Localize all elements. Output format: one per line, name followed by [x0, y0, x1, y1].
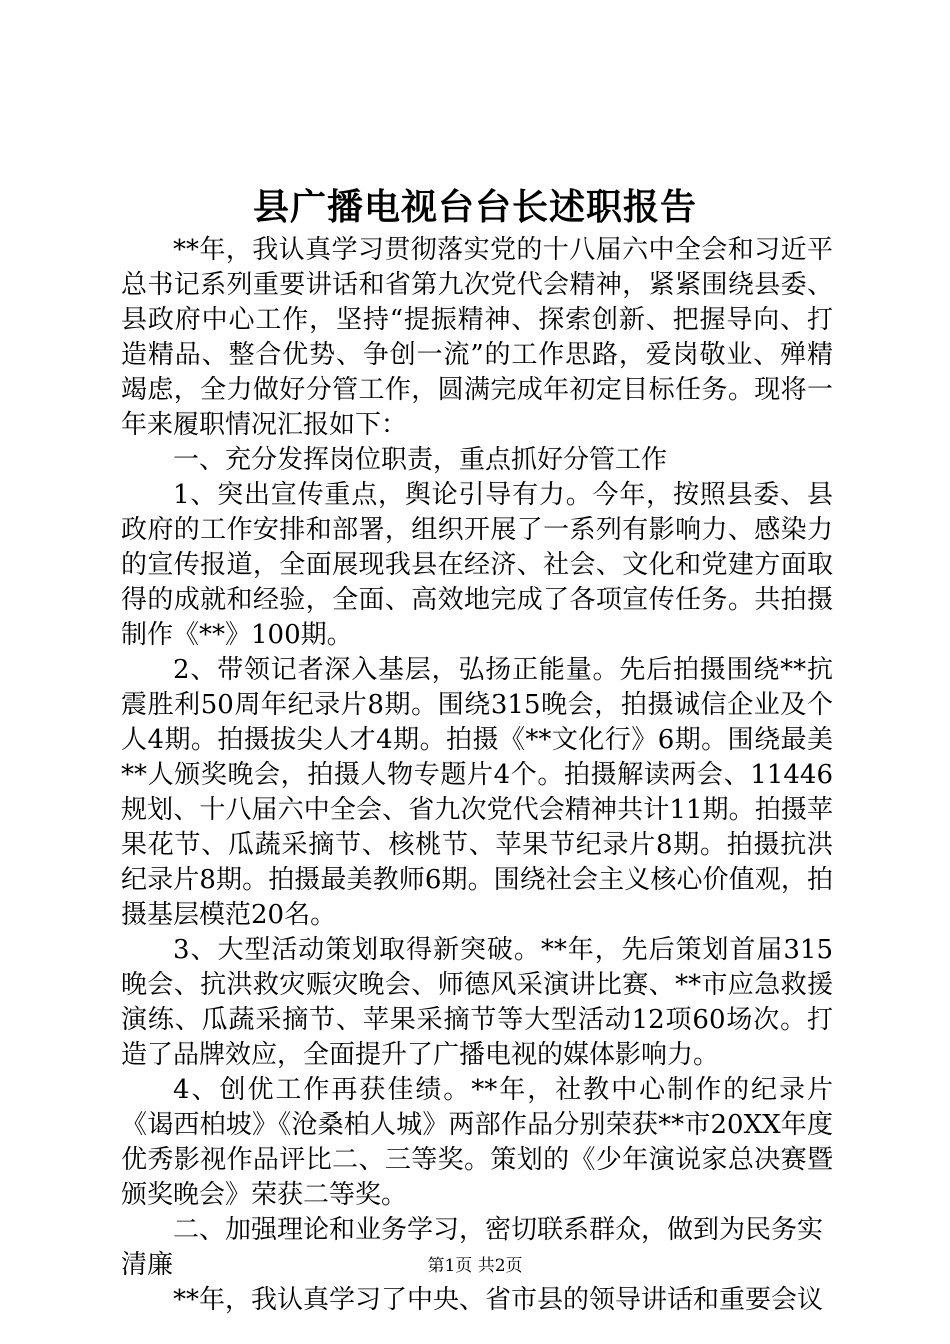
intro-paragraph: **年，我认真学习贯彻落实党的十八届六中全会和习近平总书记系列重要讲话和省第九次党代会精神，紧紧围绕县委、县政府中心工作，坚持“提振精神、探索创新、把握导向、打造精品、整合优势、争创一流”的工作思路，爱岗敬业、殚精竭虑，全力做好分管工作，圆满完成年初定目标任务。现将一年来履职情况汇报如下： — [121, 235, 833, 440]
page-footer: 第1页 共2页 — [427, 1256, 523, 1276]
document-body — [121, 233, 833, 1318]
document-title: 县广播电视台台长述职报告 — [252, 186, 697, 228]
item-paragraph-1: 1、突出宣传重点，舆论引导有力。今年，按照县委、县政府的工作安排和部署，组织开展了一系列有影响力、感染力的宣传报道，全面展现我县在经济、社会、文化和党建方面取得的成就和经验，全面、高效地完成了各项宣传任务。共拍摄制作《**》100期。 — [121, 480, 833, 650]
item-paragraph-4: 4、创优工作再获佳绩。**年，社教中心制作的纪录片《谒西柏坡》《沧桑柏人城》两部作品分别荣获**市20XX年度优秀影视作品评比二、三等奖。策划的《少年演说家总决赛暨颁奖晚会》荣获二等奖。 — [121, 1075, 833, 1210]
item-paragraph-3: 3、大型活动策划取得新突破。**年，先后策划首届315晚会、抗洪救灾赈灾晚会、师德风采演讲比赛、**市应急救援演练、瓜蔬采摘节、苹果采摘节等大型活动12项60场次。打造了品牌效应，全面提升了广播电视的媒体影响力。 — [121, 935, 833, 1070]
section-heading-1: 一、充分发挥岗位职责，重点抓好分管工作 — [173, 445, 668, 475]
section-heading-2: 二、加强理论和业务学习，密切联系群众，做到为民务实清廉 — [121, 1215, 824, 1280]
section-2-paragraph: **年，我认真学习了中央、省市县的领导讲话和重要会议 — [173, 1285, 824, 1315]
item-paragraph-2: 2、带领记者深入基层，弘扬正能量。先后拍摄围绕**抗震胜利50周年纪录片8期。围绕315晚会，拍摄诚信企业及个人4期。拍摄拔尖人才4期。拍摄《**文化行》6期。围绕最美**人颁奖晚会，拍摄人物专题片4个。拍摄解读两会、11446规划、十八届六中全会、省九次党代会精神共计11期。拍摄苹果花节、瓜蔬采摘节、核桃节、苹果节纪录片8期。拍摄抗洪纪录片8期。拍摄最美教师6期。围绕社会主义核心价值观，拍摄基层模范20名。 — [121, 655, 833, 930]
